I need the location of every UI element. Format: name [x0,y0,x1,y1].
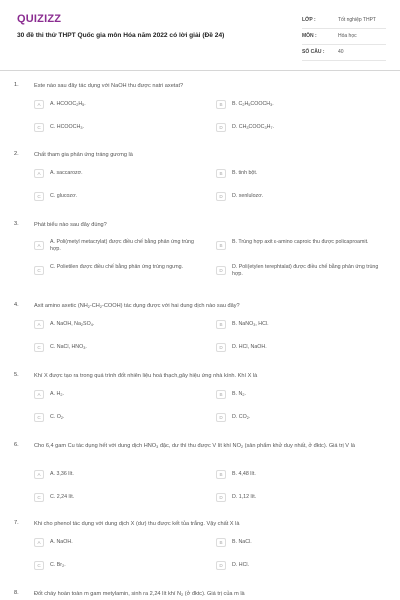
answer-option-b[interactable] [216,536,390,549]
option-letter-box: B [216,241,226,250]
question-number: 7. [14,520,19,526]
option-letter-box: D [216,192,226,201]
question-text: Khi cho phenol tác dụng với dung dịch X (dư) thu được kết tủa trắng. Vậy chất X là [34,521,240,527]
question-text: Este nào sau đây tác dụng với NaOH thu được natri axetat? [34,83,184,89]
option-letter-box: B [216,538,226,547]
question-number: 1. [14,82,19,88]
option-text: D. $CO_2$. [232,414,251,420]
option-letter-box: D [216,123,226,132]
question-number: 3. [14,221,19,227]
option-text: C. $HCOOCH_3$. [50,124,84,130]
answer-option-c[interactable] [34,491,208,504]
option-text: B. $C_2H_5COOCH_3$. [232,101,274,107]
option-text: A. saccarozơ. [50,170,83,176]
answer-option-a[interactable] [34,536,208,549]
question-number: 6. [14,442,19,448]
answer-option-d[interactable] [216,491,390,504]
option-text: D. Poli(etylen terephtalat) được điều chế bằng phản ứng trùng hợp. [232,264,379,277]
option-letter-box: D [216,266,226,275]
option-letter-box: C [34,266,44,275]
answer-option-a[interactable] [34,167,208,180]
option-letter-box: A [34,241,44,250]
option-text: B. tinh bột. [232,170,258,176]
option-text: A. $H_2$. [50,391,64,397]
option-text: C. $O_2$. [50,414,65,420]
option-text: B. $N_2$. [232,391,246,397]
meta-value: Hóa học [338,33,357,39]
option-letter-box: B [216,100,226,109]
answer-option-c[interactable] [34,559,208,572]
option-text: D. xenlulozơ. [232,193,264,199]
answer-option-c[interactable] [34,190,208,203]
option-letter-box: D [216,343,226,352]
option-letter-box: B [216,169,226,178]
option-letter-box: C [34,123,44,132]
worksheet-header [0,0,400,70]
question-text: Cho 6,4 gam Cu tác dụng hết với dung dịch $HNO_3$ đặc, dư thì thu được V lít khí $NO_2$ (sản phẩm khử duy nhất, ở đktc). Giá trị V là [34,443,355,449]
option-text: B. Trùng hợp axit ε-amino caproic thu được policaproamit. [232,239,369,245]
option-letter-box: A [34,390,44,399]
meta-label: LỚP : [302,17,316,23]
option-letter-box: A [34,169,44,178]
option-letter-box: D [216,561,226,570]
meta-value: Tốt nghiệp THPT [338,17,376,23]
option-letter-box: A [34,538,44,547]
question-number: 4. [14,302,19,308]
answer-option-a[interactable] [34,98,208,111]
answer-option-d[interactable] [216,341,390,354]
answer-option-a[interactable] [34,468,208,481]
option-text: C. Polietilen được điều chế bằng phản ứng trùng ngưng. [50,264,184,270]
option-letter-box: B [216,470,226,479]
answer-option-c[interactable] [34,341,208,354]
option-text: A. NaOH, $Na_2SO_4$. [50,321,95,327]
answer-option-d[interactable] [216,559,390,572]
answer-option-c[interactable] [34,262,208,280]
answer-option-b[interactable] [216,167,390,180]
option-letter-box: C [34,413,44,422]
option-letter-box: D [216,413,226,422]
option-text: D. HCl, NaOH. [232,344,267,350]
answer-option-d[interactable] [216,262,390,280]
option-text: B. NaNO$_3$, HCl. [232,321,269,327]
option-letter-box: C [34,493,44,502]
option-letter-box: A [34,470,44,479]
answer-option-d[interactable] [216,190,390,203]
meta-row-subject [302,29,386,45]
page-title: 30 đề thi thử THPT Quốc gia môn Hóa năm 2022 có lời giải (Đề 24) [17,32,225,39]
option-letter-box: C [34,343,44,352]
answer-option-c[interactable] [34,411,208,424]
option-text: D. HCl. [232,562,250,568]
option-text: B. NaCl. [232,539,252,545]
question-text: Axit amino axetic $(NH_2-CH_2-COOH)$ tác dụng được với hai dung dịch nào sau đây? [34,303,240,309]
option-text: D. 1,12 lít. [232,494,257,500]
option-letter-box: D [216,493,226,502]
worksheet-meta-table [302,13,386,61]
header-divider [0,70,400,71]
question-text: Phát biểu nào sau đây đúng? [34,222,107,228]
quizizz-logo: QUIZIZZ [17,13,62,25]
option-text: A. 3,36 lít. [50,471,74,477]
answer-option-c[interactable] [34,121,208,134]
question-text: Khí X được tạo ra trong quá trình đốt nhiên liệu hoá thạch,gây hiệu ứng nhà kính. Khí X là [34,373,258,379]
meta-row-class [302,13,386,29]
answer-option-b[interactable] [216,468,390,481]
option-text: A. $HCOOC_2H_5$. [50,101,86,107]
option-text: B. 4,48 lít. [232,471,256,477]
answer-option-b[interactable] [216,237,390,255]
answer-option-a[interactable] [34,237,208,255]
question-number: 8. [14,590,19,596]
option-letter-box: A [34,320,44,329]
answer-option-b[interactable] [216,318,390,331]
option-text: A. Poli(metyl metacrylat) được điều chế bằng phản ứng trùng hợp. [50,239,194,252]
answer-option-d[interactable] [216,411,390,424]
question-number: 5. [14,372,19,378]
meta-row-question-count [302,45,386,61]
option-text: D. $CH_3COOC_3H_7$. [232,124,275,130]
question-text: Đốt cháy hoàn toàn m gam metylamin, sinh ra 2,24 lít khí $N_2$ (ở đktc). Giá trị của m là [34,591,245,597]
option-text: A. NaOH. [50,539,73,545]
answer-option-b[interactable] [216,98,390,111]
option-letter-box: B [216,390,226,399]
answer-option-a[interactable] [34,388,208,401]
option-letter-box: A [34,100,44,109]
option-letter-box: B [216,320,226,329]
meta-label: SỐ CÂU : [302,49,325,55]
option-text: C. $Br_2$. [50,562,66,568]
option-text: C. 2,24 lít. [50,494,75,500]
option-letter-box: C [34,192,44,201]
meta-label: MÔN : [302,33,317,39]
answer-option-d[interactable] [216,121,390,134]
option-text: C. glucozơ. [50,193,78,199]
answer-option-b[interactable] [216,388,390,401]
option-text: C. NaCl, $HNO_3$. [50,344,87,350]
question-number: 2. [14,151,19,157]
option-letter-box: C [34,561,44,570]
answer-option-a[interactable] [34,318,208,331]
meta-value: 40 [338,49,344,55]
question-text: Chất tham gia phản ứng tráng gương là [34,152,133,158]
